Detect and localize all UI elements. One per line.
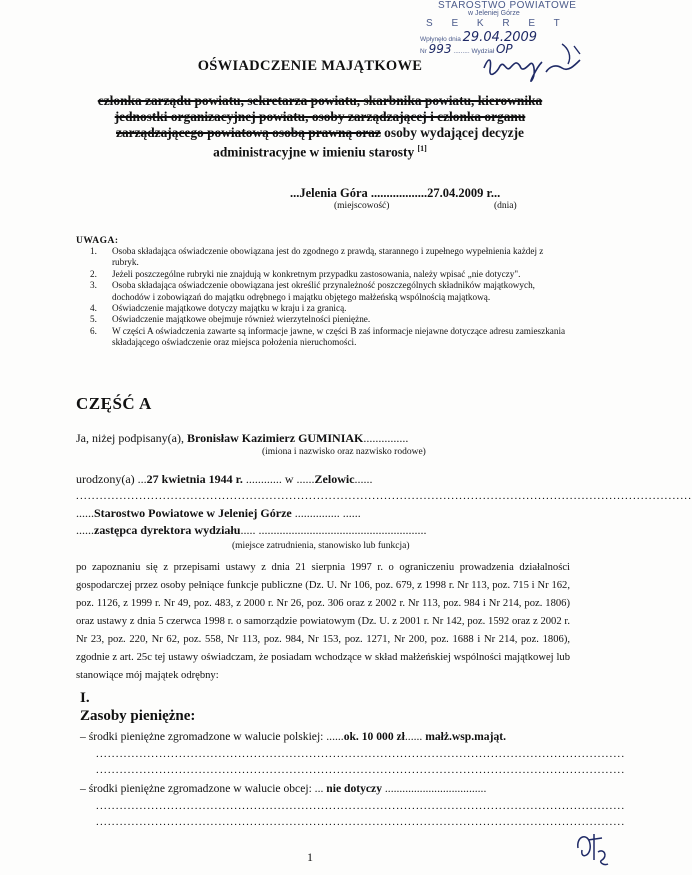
stamp-office: STAROSTWO POWIATOWE: [438, 0, 577, 11]
birth-date: 27 kwietnia 1944 r.: [146, 472, 243, 486]
foreign-funds-line: – środki pieniężne zgromadzone w walucie obcej: ... nie dotyczy ...................................: [80, 782, 487, 795]
birth-place: Zelowic: [314, 472, 355, 486]
stamp-date-label: Wpłynęło dnia: [420, 36, 461, 43]
birth-line: urodzony(a) ...27 kwietnia 1944 r. ............ w ......Zelowic......: [76, 472, 373, 486]
dotted-line: ......................................................................................................................................: [96, 764, 626, 776]
list-item: 3. Osoba składająca oświadczenie obowiązana jest określić przynależność poszczególnych składników majątkowych, dochodów i zobowiązań do majątku odrębnego i majątku objętego małżeńską wspólnością majątkową.: [90, 280, 535, 302]
stamp-no-row: Nr 993 ......... Wydział OP: [420, 42, 513, 56]
page-number: 1: [307, 850, 313, 864]
section-heading: Zasoby pieniężne:: [80, 708, 196, 724]
list-item: 2. Jeżeli poszczególne rubryki nie znajdują w konkretnym przypadku zastosowania, należy wpisać „nie dotyczy".: [90, 268, 521, 279]
name-line: Ja, niżej podpisany(a), Bronisław Kazimierz GUMINIAK...............: [76, 431, 409, 445]
part-a-heading: CZĘŚĆ A: [76, 394, 152, 413]
list-item: 5. Oświadczenie majątkowe obejmuje również wierzytelności pieniężne.: [90, 314, 371, 325]
section-number: I.: [80, 690, 90, 706]
dotted-line: ............................................................................................................................................................: [76, 490, 692, 502]
kept-role-text: osoby wydającej decyzje administracyjne w imieniu starosty: [213, 125, 524, 160]
footnote-ref: [1]: [417, 144, 427, 153]
name-label: (imiona i nazwisko oraz nazwisko rodowe): [262, 447, 426, 457]
stamp-no-value: 993: [428, 42, 452, 56]
place-label: (miejscowość): [334, 201, 390, 211]
dotted-line: ......................................................................................................................................: [96, 816, 626, 828]
list-item: 1. Osoba składająca oświadczenie obowiązana jest do zgodnego z prawdą, starannego i zupełnego wypełnienia każdej z rubryk.: [90, 246, 544, 268]
foreign-amount: nie dotyczy: [326, 782, 382, 795]
stamp-city: w Jeleniej Górze: [468, 10, 520, 17]
employer-line: ......Starostwo Powiatowe w Jeleniej Górze ............... ......: [76, 506, 361, 520]
stamp-no-label: Nr: [420, 48, 427, 55]
position-line: ......zastępca dyrektora wydziału..... ........................................................: [76, 523, 427, 537]
pln-amount: ok. 10 000 zł: [343, 730, 405, 743]
dotted-line: ......................................................................................................................................: [96, 800, 626, 812]
dotted-line: ......................................................................................................................................: [96, 748, 626, 760]
work-label: (miejsce zatrudnienia, stanowisko lub funkcja): [232, 541, 410, 551]
place-date-line: ...Jelenia Góra ..................27.04.2009 r...: [290, 186, 501, 200]
stamp-date-value: 29.04.2009: [462, 30, 538, 45]
position-name: zastępca dyrektora wydziału: [94, 523, 241, 537]
struck-role-text: członka zarządu powiatu, sekretarza powiatu, skarbnika powiatu, kierownika jednostki organizacyjnej powiatu, osoby zarządzającej i członka organu zarządzającego powiatową osobą prawną oraz: [97, 93, 543, 140]
list-item: 4. Oświadczenie majątkowe dotyczy majątku w kraju i za granicą.: [90, 303, 347, 314]
notice-list: [90, 246, 572, 349]
list-item: 6. W części A oświadczenia zawarte są informacje jawne, w części B zaś informacje niejawne dotyczące adresu zamieszkania składającego oświadczenie oraz miejsca położenia nieruchomości.: [90, 325, 566, 348]
stamp-dept2-label: Wydział: [471, 48, 495, 55]
document-title: OŚWIADCZENIE MAJĄTKOWE: [197, 58, 423, 74]
notice-heading: UWAGA:: [76, 236, 119, 246]
pln-ownership: małż.wsp.mająt.: [425, 730, 507, 743]
stamp-dept: S E K R E T: [426, 18, 568, 29]
date-label: (dnia): [494, 201, 517, 211]
stamp-dept2-value: OP: [495, 42, 513, 56]
employer-name: Starostwo Powiatowe w Jeleniej Górze: [94, 506, 292, 520]
declarant-name: Bronisław Kazimierz GUMINIAK: [186, 431, 364, 445]
legal-paragraph: po zapoznaniu się z przepisami ustawy z dnia 21 sierpnia 1997 r. o ograniczeniu prowadzenia działalności gospodarczej przez osoby pełniące funkcje publiczne (Dz. U. Nr 106, poz. 679, z 1998 r. Nr 113, poz. 715 i Nr 162, poz. 1126, z 1999 r. Nr 49, poz. 483, z 2000 r. Nr 26, poz. 306 oraz z 2002 r. Nr 113, poz. 984 i Nr 214, poz. 1806) oraz ustawy z dnia 5 czerwca 1998 r. o samorządzie powiatowym (Dz. U. z 2001 r. Nr 142, poz. 1592 oraz z 2002 r. Nr 23, poz. 220, Nr 62, poz. 558, Nr 113, poz. 984, Nr 153, poz. 1271, Nr 200, poz. 1688 i Nr 214, poz. 1806), zgodnie z art. 25c tej ustawy oświadczam, że posiadam wchodzące w skład małżeńskiej wspólności majątkowej lub stanowiące mój majątek odrębny:: [76, 562, 570, 681]
role-declaration: [70, 93, 570, 160]
pln-funds-line: – środki pieniężne zgromadzone w walucie polskiej: ......ok. 10 000 zł...... małż.wsp.mająt.: [80, 730, 507, 743]
